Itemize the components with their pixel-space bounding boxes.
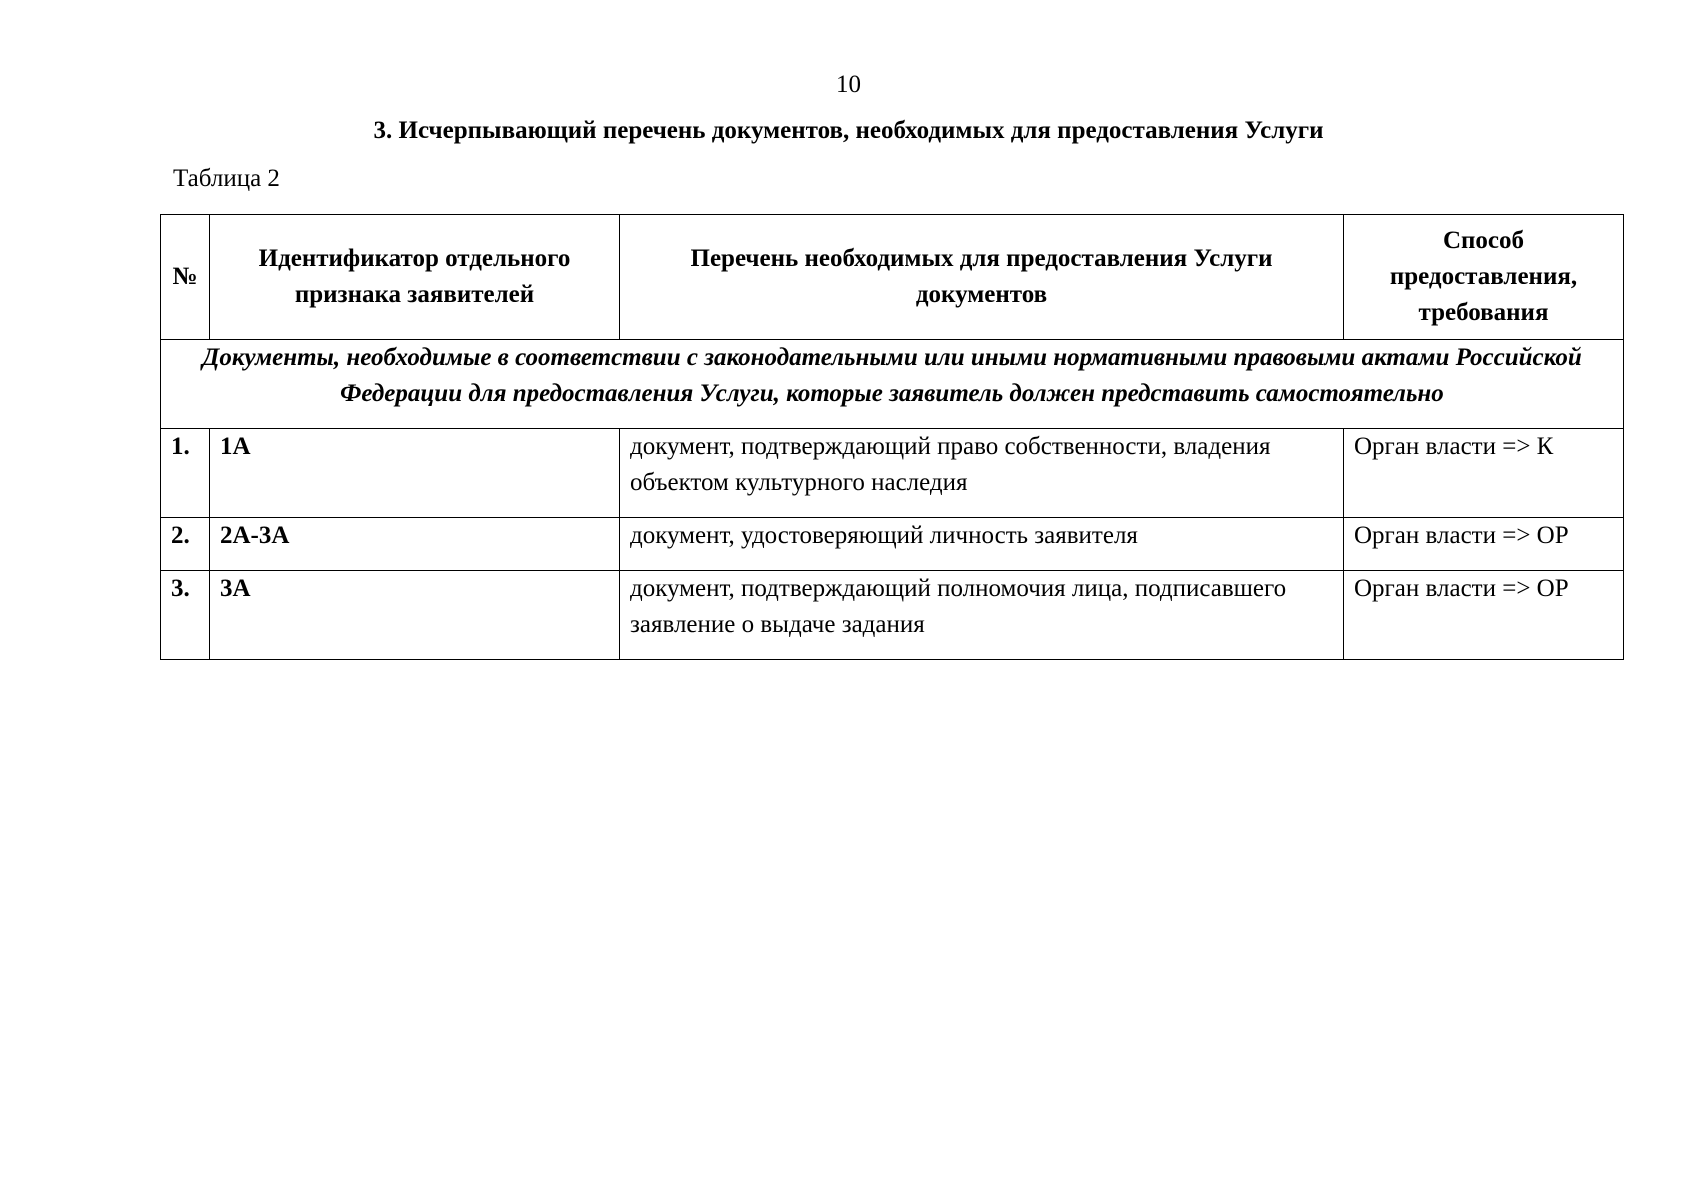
row-num: 3.	[161, 571, 210, 660]
header-num: №	[161, 215, 210, 340]
group-heading: Документы, необходимые в соответствии с законодательными или иными нормативными правовыми актами Российской Федерации для предоставления Услуги, которые заявитель должен представить самостоятельно	[161, 340, 1624, 429]
group-heading-row	[161, 340, 1624, 429]
row-document: документ, удостоверяющий личность заявителя	[620, 518, 1344, 571]
row-identifier: 2А-3А	[210, 518, 620, 571]
row-num: 2.	[161, 518, 210, 571]
table-caption: Таблица 2	[173, 165, 280, 192]
table-row	[161, 571, 1624, 660]
header-documents: Перечень необходимых для предоставления Услуги документов	[620, 215, 1344, 340]
row-method: Орган власти => ОР	[1344, 518, 1624, 571]
table-row	[161, 429, 1624, 518]
header-method: Способ предоставления, требования	[1344, 215, 1624, 340]
row-identifier: 1А	[210, 429, 620, 518]
header-identifier: Идентификатор отдельного признака заявителей	[210, 215, 620, 340]
row-method: Орган власти => ОР	[1344, 571, 1624, 660]
row-num: 1.	[161, 429, 210, 518]
row-document: документ, подтверждающий право собственности, владения объектом культурного наследия	[620, 429, 1344, 518]
row-document: документ, подтверждающий полномочия лица, подписавшего заявление о выдаче задания	[620, 571, 1344, 660]
section-title: 3. Исчерпывающий перечень документов, необходимых для предоставления Услуги	[373, 117, 1324, 144]
row-identifier: 3А	[210, 571, 620, 660]
page-number: 10	[836, 71, 861, 98]
documents-table	[160, 214, 1624, 660]
table-header-row	[161, 215, 1624, 340]
table-row	[161, 518, 1624, 571]
row-method: Орган власти => К	[1344, 429, 1624, 518]
